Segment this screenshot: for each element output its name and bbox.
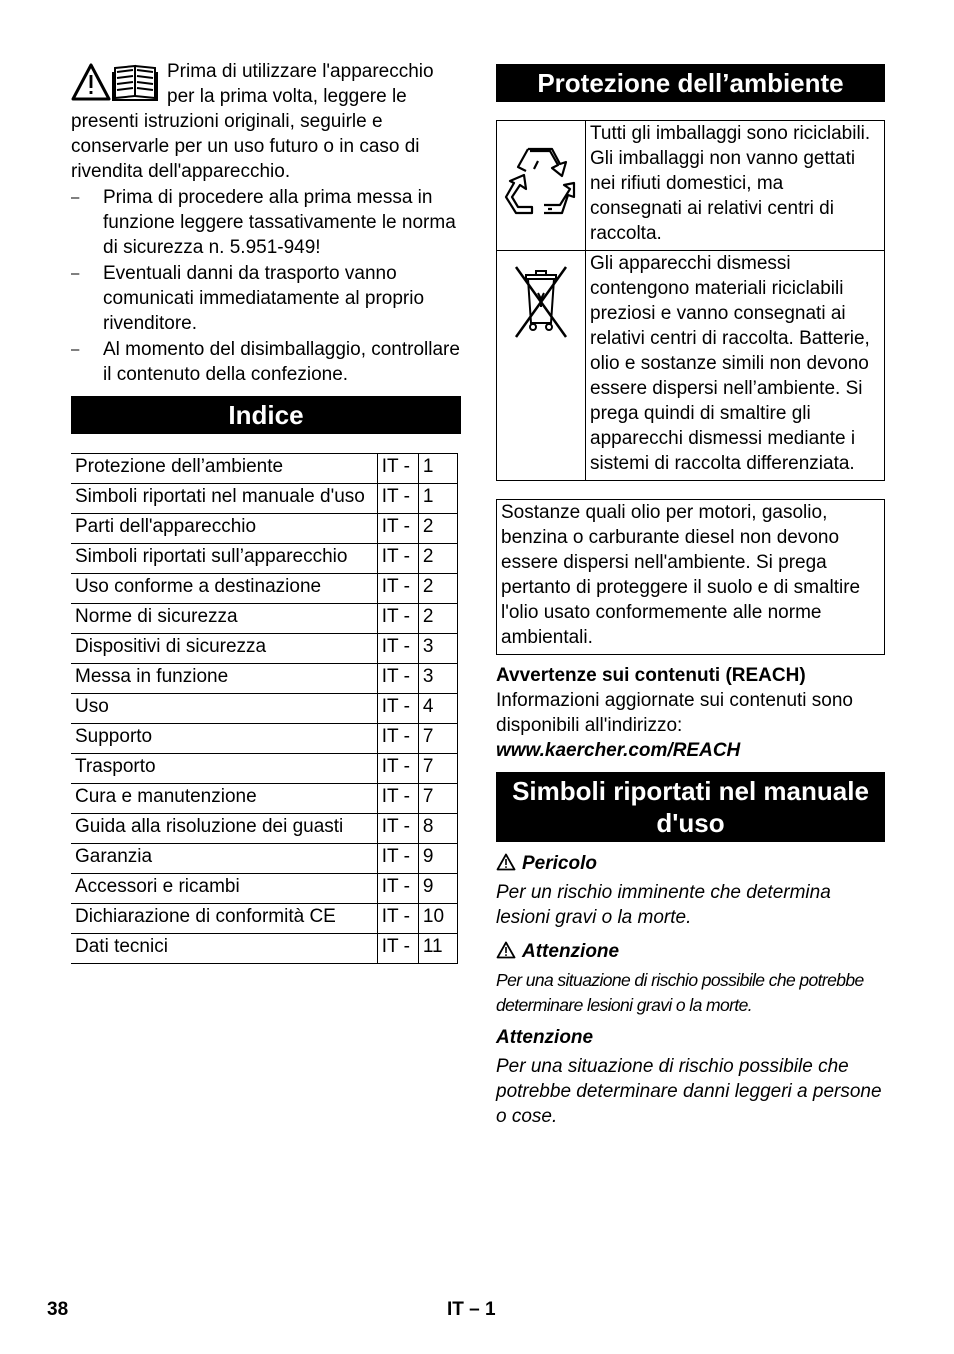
- table-row: [497, 251, 885, 481]
- table-row: [71, 484, 458, 514]
- index-entry-page: 3: [418, 664, 457, 694]
- table-row: [71, 694, 458, 724]
- index-entry-name: Norme di sicurezza: [71, 604, 377, 634]
- index-entry-prefix: IT -: [377, 904, 418, 934]
- recycle-icon: [504, 143, 578, 221]
- index-entry-name: Uso: [71, 694, 377, 724]
- index-entry-name: Messa in funzione: [71, 664, 377, 694]
- index-entry-prefix: IT -: [377, 694, 418, 724]
- index-entry-prefix: IT -: [377, 634, 418, 664]
- list-item: – Eventuali danni da trasporto vanno comunicati immediatamente al proprio rivenditore.: [71, 263, 425, 334]
- table-row: [71, 724, 458, 754]
- environment-table: [496, 120, 885, 481]
- table-row: [71, 544, 458, 574]
- footer-lang-page: IT – 1: [447, 1299, 496, 1320]
- index-entry-name: Dati tecnici: [71, 934, 377, 964]
- weee-icon-cell: [497, 251, 586, 481]
- index-entry-page: 3: [418, 634, 457, 664]
- table-row: [71, 604, 458, 634]
- index-entry-page: 2: [418, 574, 457, 604]
- oil-note-box: Sostanze quali olio per motori, gasolio, benzina o carburante diesel non devono essere dispersi nell'ambiente. Si prega pertanto di proteggere il suolo e di smaltire l'olio usato conformemente alle norme ambientali.: [496, 499, 885, 655]
- index-entry-page: 7: [418, 754, 457, 784]
- warning-text: Per una situazione di rischio possibile che potrebbe determinare lesioni gravi o la morte.: [496, 970, 864, 1015]
- danger-text: Per un rischio imminente che determina lesioni gravi o la morte.: [496, 882, 831, 928]
- index-entry-prefix: IT -: [377, 754, 418, 784]
- index-entry-name: Dispositivi di sicurezza: [71, 634, 377, 664]
- reach-title: Avvertenze sui contenuti (REACH): [496, 665, 806, 686]
- intro-bullets: [71, 185, 461, 387]
- index-entry-page: 8: [418, 814, 457, 844]
- table-row: [71, 754, 458, 784]
- table-row: [71, 814, 458, 844]
- list-item: – Al momento del disimballaggio, controllare il contenuto della confezione.: [71, 339, 460, 385]
- danger-title: Pericolo: [496, 851, 885, 876]
- manual-book-icon: [113, 66, 157, 100]
- index-entry-prefix: IT -: [377, 604, 418, 634]
- table-row: [71, 664, 458, 694]
- reach-text: Informazioni aggiornate sui contenuti sono disponibili all'indirizzo:: [496, 690, 854, 736]
- index-entry-prefix: IT -: [377, 574, 418, 604]
- index-entry-prefix: IT -: [377, 814, 418, 844]
- caution-title: Attenzione: [496, 1027, 594, 1048]
- warning-title: Attenzione: [496, 939, 885, 964]
- intro-icons: [71, 62, 161, 106]
- table-row: [497, 121, 885, 251]
- table-row: [71, 634, 458, 664]
- index-entry-prefix: IT -: [377, 514, 418, 544]
- list-item: – Prima di procedere alla prima messa in funzione leggere tassativamente le norma di sicurezza n. 5.951-949!: [71, 187, 456, 258]
- index-entry-name: Simboli riportati nel manuale d'uso: [71, 484, 377, 514]
- right-column: [496, 64, 885, 1129]
- index-entry-prefix: IT -: [377, 544, 418, 574]
- index-entry-page: 11: [418, 934, 457, 964]
- index-entry-name: Trasporto: [71, 754, 377, 784]
- index-entry-page: 7: [418, 784, 457, 814]
- reach-url: www.kaercher.com/REACH: [496, 740, 741, 761]
- table-row: [71, 844, 458, 874]
- table-row: [71, 934, 458, 964]
- index-entry-prefix: IT -: [377, 934, 418, 964]
- index-entry-name: Supporto: [71, 724, 377, 754]
- index-entry-prefix: IT -: [377, 664, 418, 694]
- index-entry-page: 2: [418, 544, 457, 574]
- recycle-text-cell: Tutti gli imballaggi sono riciclabili. Gli imballaggi non vanno gettati nei rifiuti domestici, ma consegnati ai relativi centri di raccolta.: [586, 121, 885, 251]
- index-heading: Indice: [71, 396, 461, 434]
- table-row: [71, 574, 458, 604]
- table-row: [71, 904, 458, 934]
- index-entry-page: 1: [418, 484, 457, 514]
- table-row: [71, 514, 458, 544]
- left-column: [71, 59, 461, 964]
- index-entry-page: 1: [418, 454, 457, 484]
- warning-triangle-icon: [496, 853, 516, 871]
- intro-block: [71, 59, 461, 387]
- weee-text-cell: Gli apparecchi dismessi contengono materiali riciclabili preziosi e vanno consegnati ai relativi centri di raccolta. Batterie, olio e sostanze simili non devono essere dispersi nell’ambiente. Si prega quindi di smaltire gli apparecchi dismessi mediante i sistemi di raccolta differenziata.: [586, 251, 885, 481]
- index-entry-name: Simboli riportati sull’apparecchio: [71, 544, 377, 574]
- caution-text: Per una situazione di rischio possibile che potrebbe determinare danni leggeri a persone o cose.: [496, 1056, 882, 1127]
- index-entry-name: Accessori e ricambi: [71, 874, 377, 904]
- index-entry-page: 9: [418, 844, 457, 874]
- crossed-bin-icon: [510, 263, 572, 341]
- index-entry-prefix: IT -: [377, 454, 418, 484]
- symbols-heading: Simboli riportati nel manuale d'uso: [496, 772, 885, 842]
- index-entry-prefix: IT -: [377, 484, 418, 514]
- index-entry-page: 2: [418, 604, 457, 634]
- index-entry-prefix: IT -: [377, 724, 418, 754]
- index-entry-name: Cura e manutenzione: [71, 784, 377, 814]
- index-entry-name: Dichiarazione di conformità CE: [71, 904, 377, 934]
- index-entry-name: Protezione dell’ambiente: [71, 454, 377, 484]
- index-entry-page: 7: [418, 724, 457, 754]
- table-row: [71, 874, 458, 904]
- environment-heading: Protezione dell’ambiente: [496, 64, 885, 102]
- index-entry-name: Guida alla risoluzione dei guasti: [71, 814, 377, 844]
- warning-triangle-icon: [496, 941, 516, 959]
- index-entry-prefix: IT -: [377, 784, 418, 814]
- intro-text: Prima di utilizzare l'apparecchio per la prima volta, leggere le presenti istruzioni originali, seguirle e conservarle per un uso futuro o in caso di rivendita dell'apparecchio.: [71, 61, 434, 182]
- index-entry-page: 10: [418, 904, 457, 934]
- table-row: [71, 454, 458, 484]
- index-table: [71, 453, 458, 964]
- table-row: [71, 784, 458, 814]
- index-entry-name: Parti dell'apparecchio: [71, 514, 377, 544]
- index-entry-page: 9: [418, 874, 457, 904]
- warning-triangle-icon: [73, 65, 109, 99]
- index-entry-prefix: IT -: [377, 844, 418, 874]
- index-entry-page: 4: [418, 694, 457, 724]
- index-entry-page: 2: [418, 514, 457, 544]
- recycle-icon-cell: [497, 121, 586, 251]
- index-entry-name: Garanzia: [71, 844, 377, 874]
- page-number: 38: [47, 1299, 69, 1320]
- index-entry-name: Uso conforme a destinazione: [71, 574, 377, 604]
- index-entry-prefix: IT -: [377, 874, 418, 904]
